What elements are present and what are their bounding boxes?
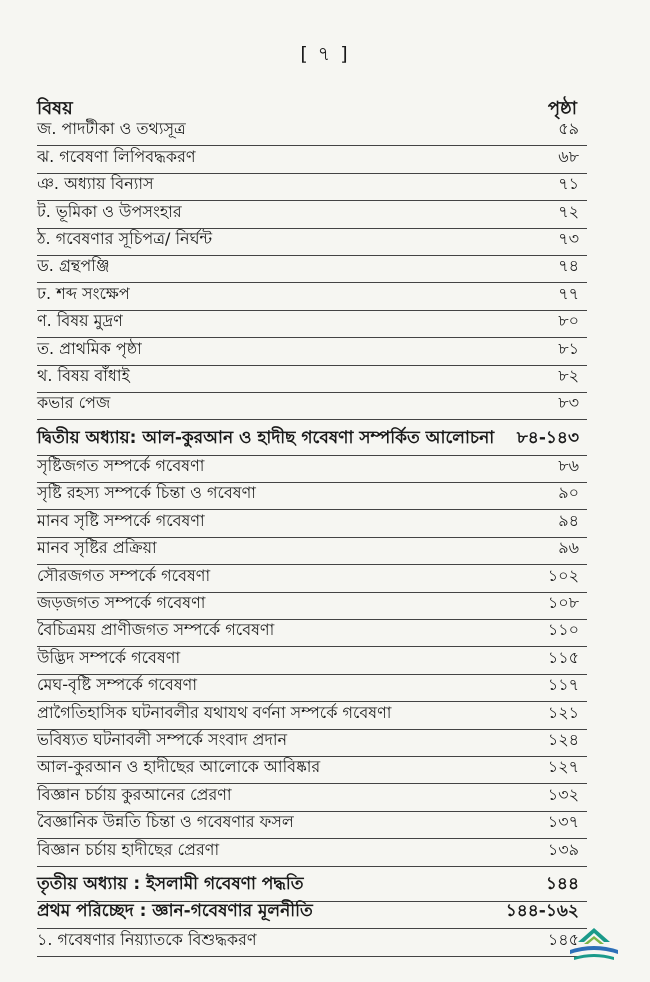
subject-column-heading: বিষয় xyxy=(37,98,73,119)
entry-title: আল-কুরআন ও হাদীছের আলোকে আবিষ্কার xyxy=(37,757,321,777)
entry-page: ৯৬ xyxy=(558,538,579,558)
entry-page: ৫৯ xyxy=(558,119,579,139)
entry-page: ১২১ xyxy=(547,702,579,722)
entry-page: ৭৭ xyxy=(558,283,579,303)
entry-rule xyxy=(37,255,587,256)
entry-page: ৯৪ xyxy=(558,510,579,530)
entry-title: ত. প্রাথমিক পৃষ্ঠা xyxy=(37,338,142,358)
publisher-logo-icon xyxy=(564,924,624,964)
entry-page: ১০৮ xyxy=(547,593,579,613)
entry-title: প্রাগৈতিহাসিক ঘটনাবলীর যথাযথ বর্ণনা সম্পর্কে গবেষণা xyxy=(37,702,392,722)
entry-page: ১৩৭ xyxy=(547,812,579,832)
entry-title: বৈচিত্রময় প্রাণীজগত সম্পর্কে গবেষণা xyxy=(37,620,275,640)
entry-title: মানব সৃষ্টি সম্পর্কে গবেষণা xyxy=(37,510,205,530)
toc-entry xyxy=(37,930,587,957)
entry-page: ৮০ xyxy=(558,311,579,331)
entry-page: ১১০ xyxy=(547,620,579,640)
chapter-title: তৃতীয় অধ্যায় : ইসলামী গবেষণা পদ্ধতি xyxy=(37,873,304,894)
toc-entry xyxy=(37,840,587,867)
entry-title: ঠ. গবেষণার সূচিপত্র/ নির্ঘন্ট xyxy=(37,228,213,248)
entry-title: মেঘ-বৃষ্টি সম্পর্কে গবেষণা xyxy=(37,675,197,695)
entry-title: ঢ. শব্দ সংক্ষেপ xyxy=(37,283,130,303)
table-of-contents xyxy=(37,120,587,958)
section-title: প্রথম পরিচ্ছেদ : জ্ঞান-গবেষণার মূলনীতি xyxy=(37,901,313,922)
page-column-heading: পৃষ্ঠা xyxy=(547,98,577,119)
entry-page: ৮৩ xyxy=(558,393,579,413)
entry-title: থ. বিষয় বাঁধাই xyxy=(37,365,130,385)
chapter-page-range: ৮৪-১৪৩ xyxy=(516,427,579,448)
entry-title: সৃষ্টি রহস্য সম্পর্কে চিন্তা ও গবেষণা xyxy=(37,483,256,503)
entry-title: ১. গবেষণার নিয়্যাতকে বিশুদ্ধকরণ xyxy=(37,929,257,949)
entry-page: ১১৫ xyxy=(547,647,579,667)
entry-title: ভবিষ্যত ঘটনাবলী সম্পর্কে সংবাদ প্রদান xyxy=(37,729,288,749)
entry-page: ৮১ xyxy=(558,338,579,358)
entry-page: ৭১ xyxy=(558,174,579,194)
entry-page: ১২৪ xyxy=(547,729,579,749)
entry-title: মানব সৃষ্টির প্রক্রিয়া xyxy=(37,538,157,558)
entry-page: ১৩২ xyxy=(547,784,579,804)
entry-title: সৌরজগত সম্পর্কে গবেষণা xyxy=(37,565,211,585)
entry-title: বিজ্ঞান চর্চায় হাদীছের প্রেরণা xyxy=(37,839,220,859)
entry-title: বৈজ্ঞানিক উন্নতি চিন্তা ও গবেষণার ফসল xyxy=(37,812,294,832)
entry-page: ১২৭ xyxy=(547,757,579,777)
entry-page: ৮২ xyxy=(558,365,579,385)
page-number: [ ৭ ] xyxy=(300,43,350,65)
chapter-title: দ্বিতীয় অধ্যায়: আল-কুরআন ও হাদীছ গবেষণা সম্পর্কিত আলোচনা xyxy=(37,427,495,448)
toc-entry xyxy=(37,394,587,421)
entry-title: ণ. বিষয় মুদ্রণ xyxy=(37,311,123,331)
entry-title: ঝ. গবেষণা লিপিবদ্ধকরণ xyxy=(37,146,196,166)
entry-page: ৭৩ xyxy=(558,228,579,248)
entry-title: বিজ্ঞান চর্চায় কুরআনের প্রেরণা xyxy=(37,784,232,804)
entry-page: ১৩৯ xyxy=(547,839,579,859)
entry-page: ১১৭ xyxy=(547,675,579,695)
entry-title: জ. পাদটীকা ও তথ্যসূত্র xyxy=(37,119,186,139)
entry-rule xyxy=(37,956,587,957)
entry-page: ৯০ xyxy=(558,483,579,503)
entry-title: ঞ. অধ্যায় বিন্যাস xyxy=(37,174,154,194)
entry-rule xyxy=(37,392,587,393)
entry-page: ১০২ xyxy=(547,565,579,585)
entry-title: ড. গ্রন্থপঞ্জি xyxy=(37,256,110,276)
chapter-page: ১৪৪ xyxy=(545,873,579,894)
toc-entry xyxy=(37,230,587,257)
entry-title: ট. ভূমিকা ও উপসংহার xyxy=(37,201,182,221)
section-page-range: ১৪৪-১৬২ xyxy=(505,901,579,922)
entry-rule xyxy=(37,419,587,420)
entry-page: ৬৮ xyxy=(558,146,579,166)
entry-page: ১৪৫ xyxy=(547,929,579,949)
entry-rule xyxy=(37,866,587,867)
toc-entry xyxy=(37,367,587,394)
entry-title: জড়জগত সম্পর্কে গবেষণা xyxy=(37,593,206,613)
entry-title: উদ্ভিদ সম্পর্কে গবেষণা xyxy=(37,647,181,667)
entry-title: কভার পেজ xyxy=(37,393,111,413)
entry-page: ৭২ xyxy=(558,201,579,221)
entry-page: ৮৬ xyxy=(558,456,579,476)
entry-title: সৃষ্টিজগত সম্পর্কে গবেষণা xyxy=(37,456,205,476)
entry-page: ৭৪ xyxy=(558,256,579,276)
